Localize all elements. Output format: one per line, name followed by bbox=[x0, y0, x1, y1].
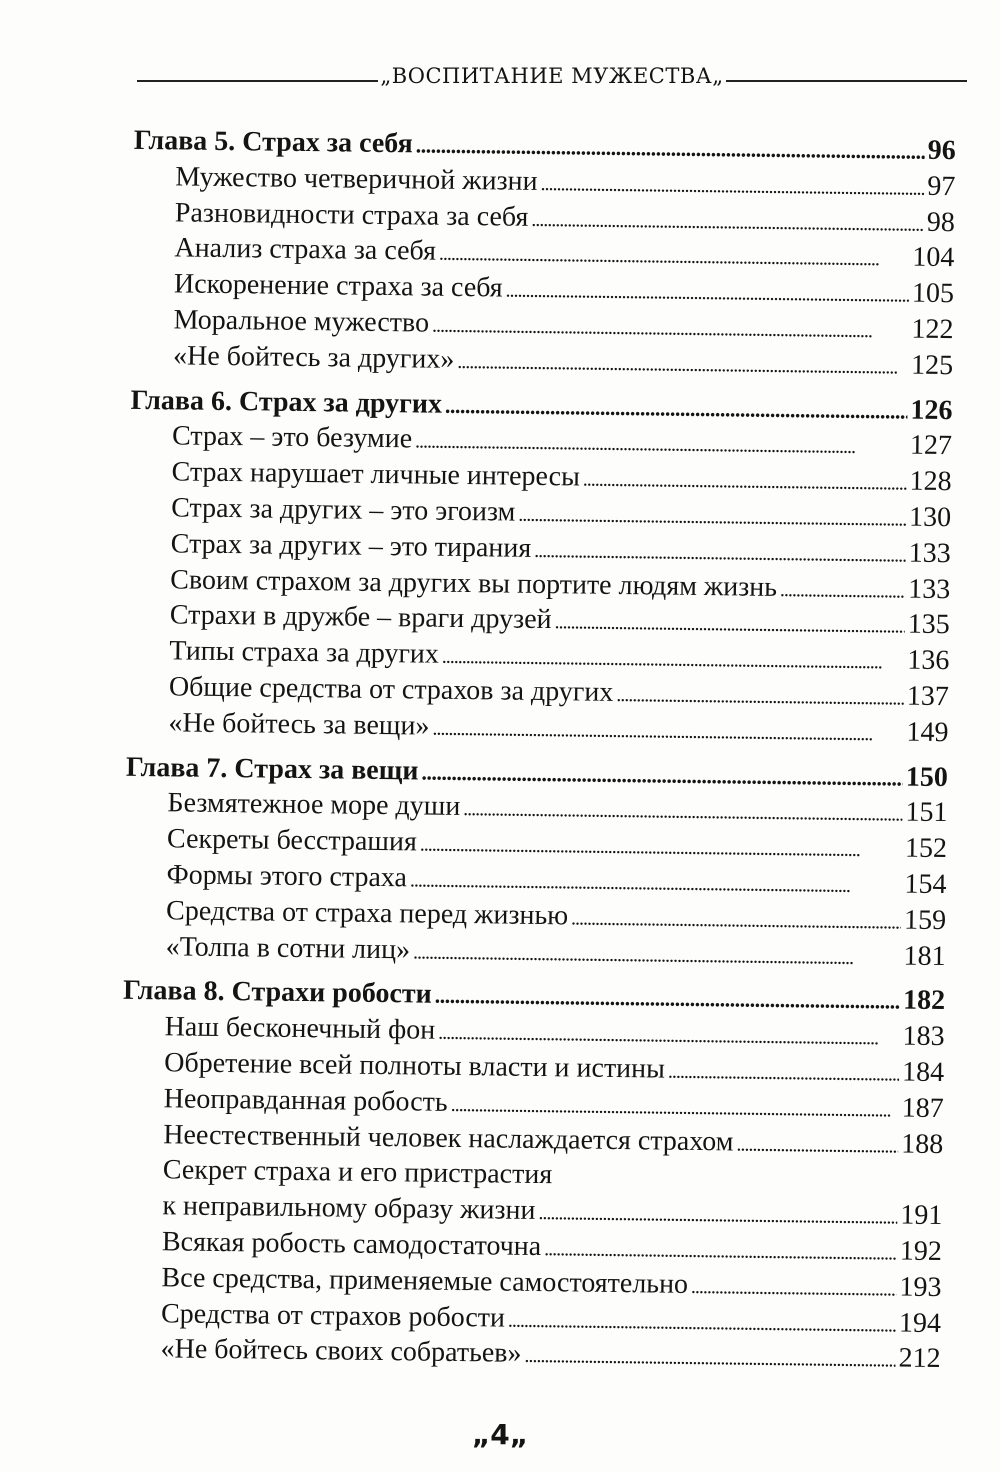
toc-page: 105 bbox=[911, 277, 955, 310]
toc-page: 194 bbox=[898, 1307, 942, 1339]
dot-leader bbox=[554, 606, 905, 646]
toc-title: «Не бойтесь за вещи» bbox=[168, 707, 430, 742]
dot-leader bbox=[540, 167, 924, 208]
toc-page: 151 bbox=[905, 796, 948, 829]
toc-title: Страх нарушает личные интересы bbox=[171, 456, 581, 493]
page-number: „4„ bbox=[471, 1418, 529, 1451]
toc-title: Мужество четверичной жизни bbox=[175, 161, 538, 197]
toc-title: к неправильному образу жизни bbox=[162, 1190, 536, 1227]
toc-page: 98 bbox=[926, 206, 956, 238]
toc-page: 96 bbox=[927, 134, 956, 167]
toc-page: 192 bbox=[899, 1235, 943, 1267]
toc-title: Общие средства от страхов за других bbox=[168, 671, 614, 708]
header-rule-left bbox=[137, 80, 378, 82]
toc-page: 159 bbox=[903, 904, 947, 936]
toc-page: 212 bbox=[898, 1342, 941, 1375]
toc-title: Секрет страха и его пристрастия bbox=[162, 1154, 553, 1191]
toc-title: «Толпа в сотни лиц» bbox=[165, 930, 411, 965]
toc-page: 154 bbox=[904, 868, 947, 901]
dot-leader bbox=[505, 274, 909, 315]
toc-page: 182 bbox=[902, 984, 946, 1017]
dot-leader bbox=[780, 573, 906, 610]
toc-title: Неестественный человек наслаждается страхом bbox=[163, 1118, 734, 1157]
toc-title: Всякая робость самодостаточна bbox=[161, 1226, 542, 1262]
toc-page: 127 bbox=[909, 429, 953, 462]
dot-leader bbox=[413, 935, 901, 977]
toc-title: Страхи в дружбе – враги друзей bbox=[169, 599, 552, 636]
dot-leader bbox=[616, 678, 904, 717]
toc-title: Страх за других – это тирания bbox=[170, 528, 532, 564]
toc-title: Страх – это безумие bbox=[171, 420, 413, 455]
dot-leader bbox=[457, 345, 908, 386]
toc-title: «Не бойтесь своих собратьев» bbox=[160, 1333, 522, 1370]
header-rule-right bbox=[726, 80, 967, 82]
toc-page: 125 bbox=[910, 349, 954, 381]
dot-leader bbox=[668, 1055, 900, 1094]
toc-page: 187 bbox=[901, 1092, 944, 1124]
toc-title: Глава 6. Страх за других bbox=[130, 384, 443, 420]
toc-page: 136 bbox=[907, 644, 950, 677]
dot-leader bbox=[538, 1196, 897, 1236]
toc-page: 184 bbox=[901, 1056, 945, 1089]
toc-page: 133 bbox=[908, 573, 951, 605]
dot-leader bbox=[518, 498, 906, 539]
dot-leader bbox=[420, 828, 903, 870]
toc-title: Неоправданная робость bbox=[163, 1083, 448, 1118]
toc-page: 191 bbox=[900, 1199, 943, 1232]
dot-leader bbox=[435, 978, 901, 1020]
toc-page: 126 bbox=[910, 394, 953, 426]
dot-leader bbox=[736, 1127, 898, 1165]
toc-page: 152 bbox=[904, 832, 948, 865]
toc-page: 128 bbox=[909, 465, 952, 498]
toc-title: Своим страхом за других вы портите людям жизнь bbox=[170, 563, 778, 603]
toc-page: 137 bbox=[906, 680, 950, 713]
toc-title: Глава 5. Страх за себя bbox=[133, 124, 413, 160]
toc-page: 181 bbox=[903, 940, 946, 972]
toc-title: Разновидности страха за себя bbox=[174, 196, 529, 233]
toc-page: 193 bbox=[899, 1271, 942, 1303]
toc-title: Секреты бесстрашия bbox=[166, 823, 418, 858]
toc-title: Все средства, применяемые самостоятельно bbox=[161, 1261, 689, 1300]
dot-leader bbox=[432, 309, 909, 351]
toc-page: 149 bbox=[906, 716, 949, 748]
toc-page: 188 bbox=[901, 1128, 944, 1160]
toc-title: Искоренение страха за себя bbox=[173, 268, 503, 304]
toc-title: Типы страха за других bbox=[169, 635, 440, 670]
toc-page: 150 bbox=[905, 761, 949, 793]
toc-title: Средства от страхов робости bbox=[160, 1297, 506, 1334]
toc-title: Обретение всей полноты власти и истины bbox=[164, 1047, 666, 1085]
toc-page: 122 bbox=[911, 313, 954, 346]
toc-page: 104 bbox=[912, 242, 955, 274]
toc-page: 135 bbox=[907, 608, 950, 641]
toc-page: 133 bbox=[908, 537, 951, 569]
header-title: „ВОСПИТАНИЕ МУЖЕСТВА„ bbox=[380, 64, 724, 88]
toc-page: 130 bbox=[908, 501, 952, 534]
dot-leader bbox=[508, 1303, 896, 1344]
toc-page: 97 bbox=[927, 170, 956, 202]
toc-title: Анализ страха за себя bbox=[174, 232, 437, 268]
dot-leader bbox=[445, 387, 908, 429]
toc-title: Глава 7. Страх за вещи bbox=[125, 751, 419, 787]
dot-leader bbox=[439, 237, 910, 279]
dot-leader bbox=[691, 1270, 897, 1308]
running-header bbox=[137, 58, 967, 88]
dot-leader bbox=[571, 901, 901, 941]
dot-leader bbox=[421, 754, 903, 796]
toc-title: «Не бойтесь за других» bbox=[172, 340, 455, 375]
dot-leader bbox=[531, 202, 924, 243]
table-of-contents bbox=[118, 123, 956, 1377]
toc-page: 183 bbox=[902, 1020, 945, 1053]
toc-title: Формы этого страха bbox=[166, 859, 408, 894]
toc-title: Безмятежное море души bbox=[167, 787, 461, 823]
toc-title: Моральное мужество bbox=[173, 304, 430, 339]
dot-leader bbox=[524, 1339, 895, 1379]
dot-leader bbox=[432, 711, 903, 753]
dot-leader bbox=[583, 463, 907, 503]
toc-title: Страх за других – это эгоизм bbox=[171, 492, 516, 528]
toc-title: Наш бесконечный фон bbox=[164, 1011, 436, 1046]
dot-leader bbox=[463, 792, 903, 833]
toc-title: Глава 8. Страхи робости bbox=[122, 975, 432, 1010]
toc-title: Средства от страха перед жизнью bbox=[165, 895, 569, 932]
